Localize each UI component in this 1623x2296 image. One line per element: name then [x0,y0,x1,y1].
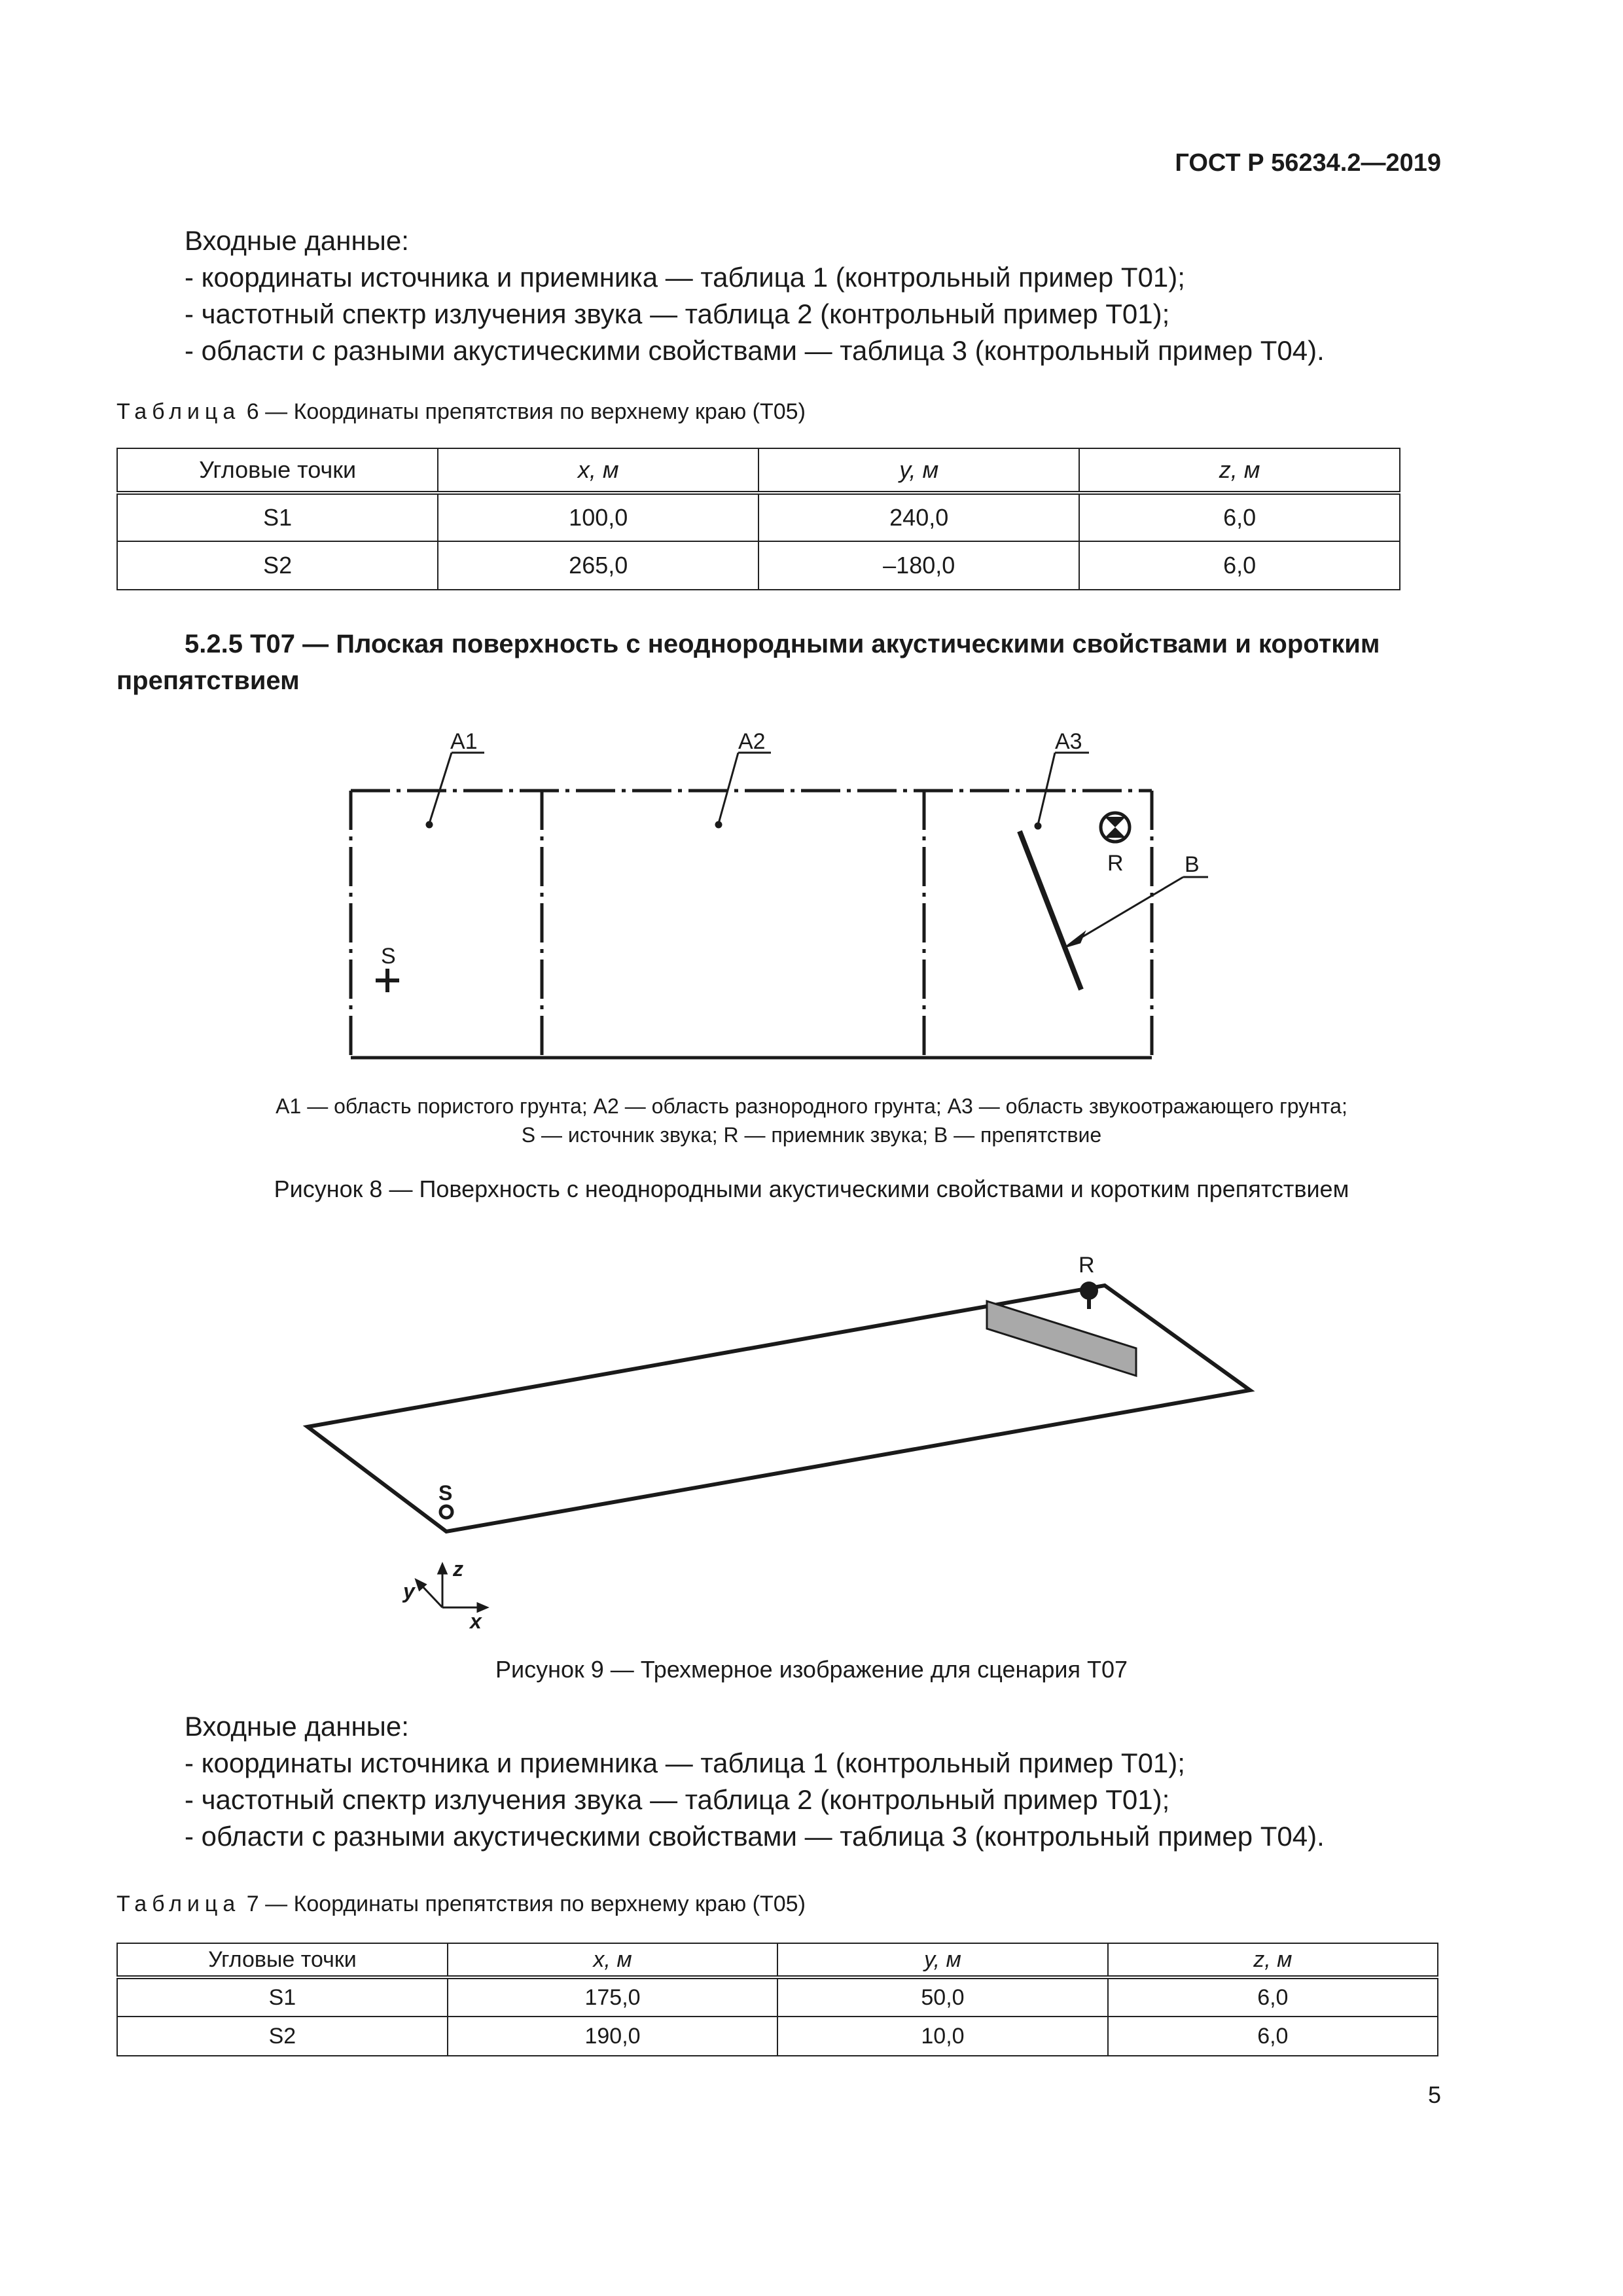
figure8-label-s: S [381,944,396,969]
input-data-item: - частотный спектр излучения звука — таблица 2 (контрольный пример Т01); [185,1784,1170,1815]
axis-label-z: z [453,1557,463,1581]
table-row [117,2017,1438,2056]
obstacle-wall [987,1301,1136,1376]
input-data-title: Входные данные: [185,1711,409,1742]
table-cell: 6,0 [1079,493,1400,541]
input-data-item: - частотный спектр излучения звука — таблица 2 (контрольный пример Т01); [185,298,1170,329]
a3-marker-dot [1035,823,1041,829]
a2-marker-dot [716,822,721,827]
table6-caption [116,399,806,425]
input-data-item: - области с разными акустическими свойствами — таблица 3 (контрольный пример Т04). [185,1821,1325,1852]
figure8-label-b: B [1185,852,1200,877]
table-row [117,1977,1438,2017]
a2-leader [719,753,738,823]
table7-caption-word: Таблица [116,1892,241,1916]
table-cell: 6,0 [1079,541,1400,590]
table6-header: z, м [1079,448,1400,493]
figure8-legend-line: А1 — область пористого грунта; А2 — область разнородного грунта; А3 — область звукоотражающего грунта; [276,1094,1347,1118]
table6-header: x, м [438,448,758,493]
table-row [117,493,1400,541]
table-cell: 240,0 [758,493,1079,541]
figure9-label-s: S [438,1481,453,1505]
source-plus-icon [376,969,399,992]
figure8-legend-line: S — источник звука; R — приемник звука; В — препятствие [521,1123,1102,1147]
receiver-icon [1101,813,1130,842]
input-data-item: - координаты источника и приемника — таблица 1 (контрольный пример Т01); [185,262,1185,293]
document-code: ГОСТ Р 56234.2—2019 [1175,149,1441,177]
table7-caption [116,1892,806,1917]
table7-header: z, м [1108,1943,1438,1977]
axis-label-y: y [403,1579,415,1603]
table-cell: 265,0 [438,541,758,590]
figure8-label-a2: A2 [738,729,766,754]
input-data-item: - области с разными акустическими свойствами — таблица 3 (контрольный пример Т04). [185,335,1325,366]
table7 [116,1943,1438,2056]
table7-header: y, м [777,1943,1107,1977]
section-title-line: препятствием [116,666,300,695]
table6-header: y, м [758,448,1079,493]
table-cell: S1 [117,1977,448,2017]
table-cell: 6,0 [1108,2017,1438,2056]
b-leader-arrow-icon [1067,933,1084,946]
axis-label-x: x [470,1609,482,1633]
table-row [117,541,1400,590]
receiver-marker-icon [1080,1282,1098,1309]
table6-header: Угловые точки [117,448,438,493]
figure8-label-a1: A1 [450,729,478,754]
input-data-item: - координаты источника и приемника — таблица 1 (контрольный пример Т01); [185,1748,1185,1778]
table-cell: 190,0 [448,2017,778,2056]
figure8-label-r: R [1107,851,1124,876]
section-title-line: 5.2.5 Т07 — Плоская поверхность с неоднородными акустическими свойствами и коротким [185,630,1380,658]
table-cell: –180,0 [758,541,1079,590]
b-leader [1071,877,1183,944]
page-number: 5 [1427,2081,1441,2108]
table7-header: x, м [448,1943,778,1977]
table-cell: S2 [117,541,438,590]
figure8-label-a3: A3 [1055,729,1082,754]
table-cell: 50,0 [777,1977,1107,2017]
table-cell: 175,0 [448,1977,778,2017]
a1-marker-dot [427,822,432,827]
table-cell: S1 [117,493,438,541]
table7-header: Угловые точки [117,1943,448,1977]
table-cell: 10,0 [777,2017,1107,2056]
obstacle-line [1020,831,1081,990]
table6-caption-word: Таблица [116,399,241,424]
a1-leader [429,753,452,823]
figure9-label-r: R [1079,1253,1095,1278]
table-cell: 6,0 [1108,1977,1438,2017]
source-marker-icon [440,1506,452,1518]
figure9-3d-view [0,1230,1623,1636]
table7-caption-text: 7 — Координаты препятствия по верхнему краю (Т05) [246,1892,806,1916]
input-data-title: Входные данные: [185,225,409,256]
figure8-caption: Рисунок 8 — Поверхность с неоднородными акустическими свойствами и коротким препятствием [274,1175,1349,1202]
table6 [116,448,1400,590]
figure9-caption: Рисунок 9 — Трехмерное изображение для сценария Т07 [495,1656,1128,1683]
figure8-diagram [0,707,1623,1073]
a3-leader [1038,753,1055,825]
section-heading [116,626,1440,699]
table-cell: S2 [117,2017,448,2056]
axes-triad-icon [416,1564,487,1611]
table6-caption-text: 6 — Координаты препятствия по верхнему краю (Т05) [246,399,806,424]
table-cell: 100,0 [438,493,758,541]
